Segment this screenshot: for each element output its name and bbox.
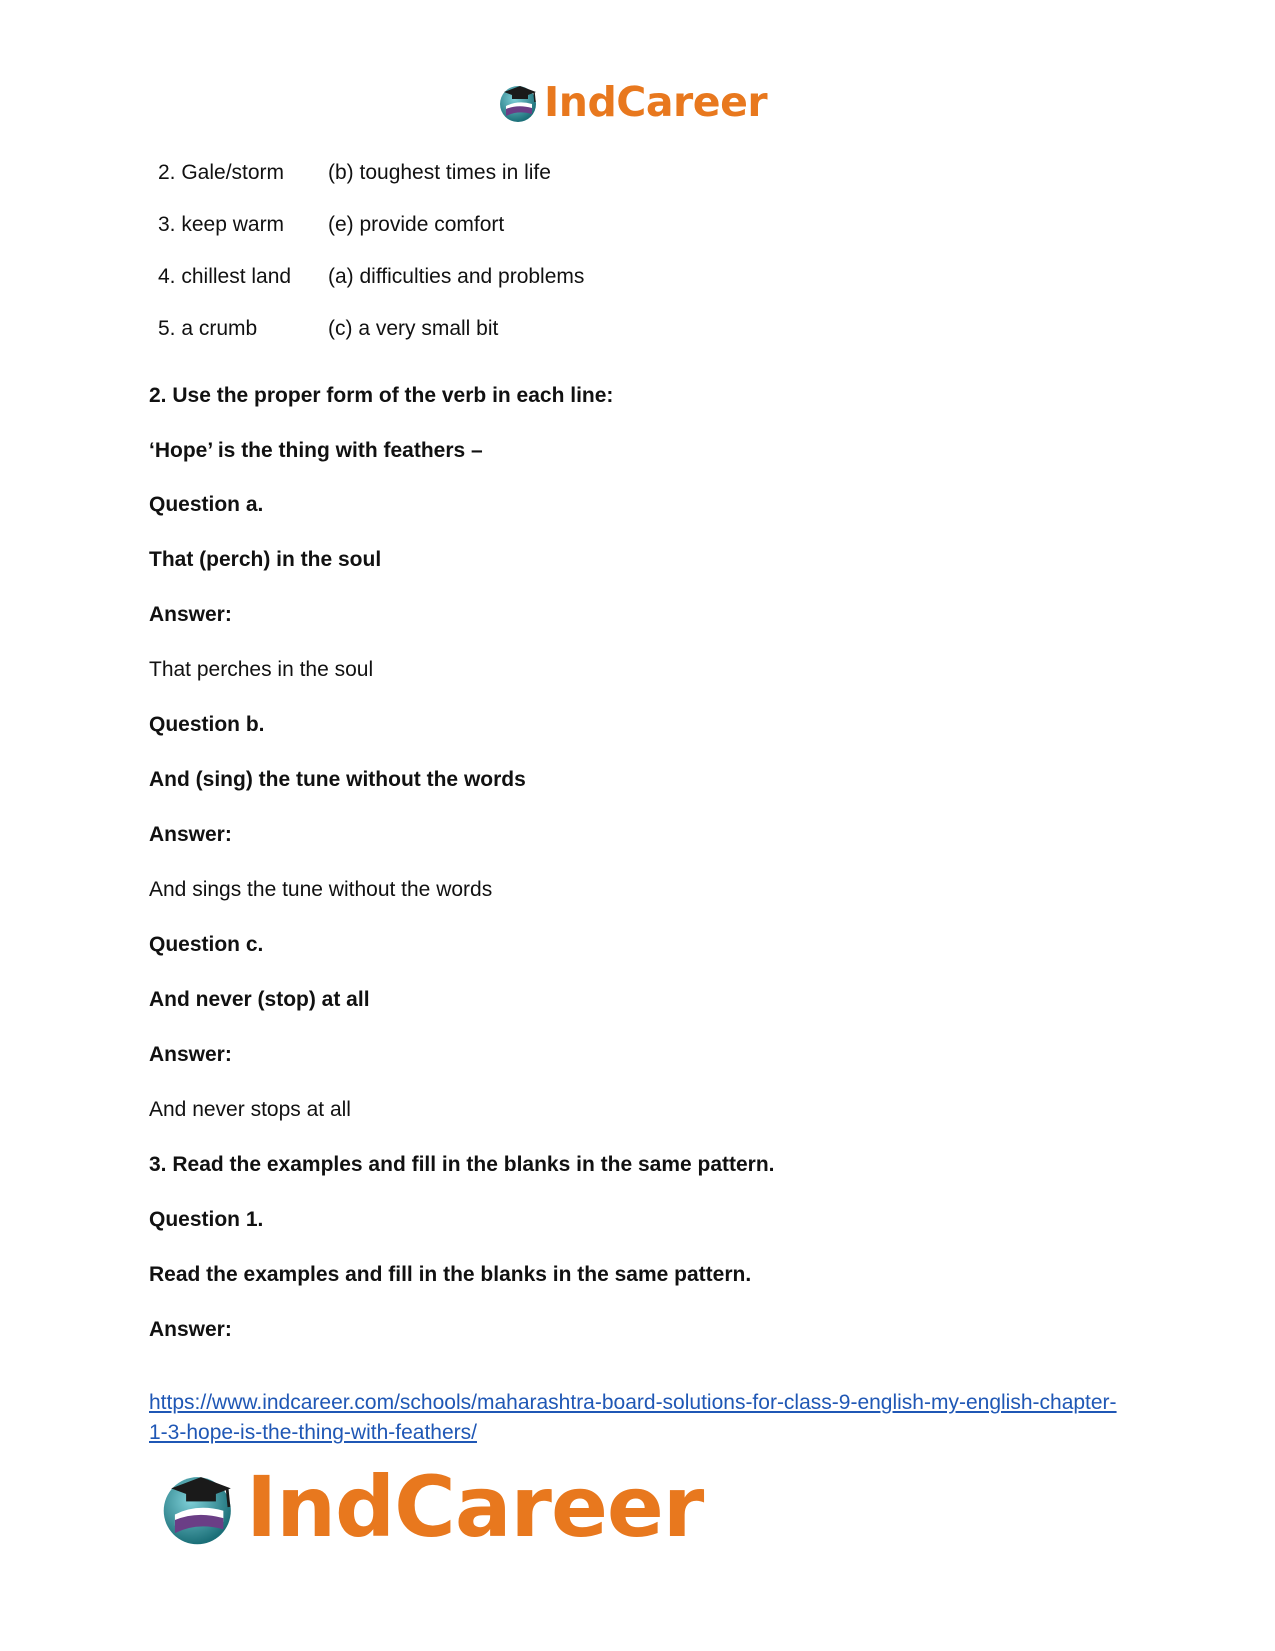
brand-wordmark: IndCareer: [544, 77, 768, 126]
heading-line: Question c.: [149, 933, 264, 956]
match-term: 4. chillest land: [158, 265, 292, 288]
heading-line: Answer:: [149, 1043, 232, 1066]
match-meaning: (c) a very small bit: [328, 317, 499, 340]
heading-line: And (sing) the tune without the words: [149, 768, 526, 791]
graduation-cap-globe-icon: [498, 80, 542, 124]
heading-line: Answer:: [149, 1318, 232, 1341]
heading-line: Question a.: [149, 493, 264, 516]
heading-line: 2. Use the proper form of the verb in each line:: [149, 384, 614, 407]
answer-text: And sings the tune without the words: [149, 878, 493, 901]
match-meaning: (e) provide comfort: [328, 213, 505, 236]
graduation-cap-globe-icon: [160, 1466, 242, 1548]
answer-text: And never stops at all: [149, 1098, 351, 1121]
heading-line: And never (stop) at all: [149, 988, 370, 1011]
heading-line: ‘Hope’ is the thing with feathers –: [149, 439, 483, 462]
match-term: 2. Gale/storm: [158, 161, 285, 184]
heading-line: That (perch) in the soul: [149, 548, 382, 571]
brand-wordmark: IndCareer: [246, 1458, 704, 1556]
heading-line: 3. Read the examples and fill in the blanks in the same pattern.: [149, 1153, 775, 1176]
heading-line: Question 1.: [149, 1208, 264, 1231]
match-term: 3. keep warm: [158, 213, 285, 236]
heading-line: Read the examples and fill in the blanks in the same pattern.: [149, 1263, 752, 1286]
match-meaning: (b) toughest times in life: [328, 161, 551, 184]
heading-line: Answer:: [149, 823, 232, 846]
footer-logo: [160, 1458, 704, 1556]
heading-line: Question b.: [149, 713, 265, 736]
source-link[interactable]: https://www.indcareer.com/schools/maharashtra-board-solutions-for-class-9-english-my-english-chapter-1-3-hope-is-the-thing-with-feathers/: [149, 1391, 1117, 1444]
match-term: 5. a crumb: [158, 317, 258, 340]
header-logo: [498, 78, 767, 126]
match-meaning: (a) difficulties and problems: [328, 265, 585, 288]
heading-line: Answer:: [149, 603, 232, 626]
answer-text: That perches in the soul: [149, 658, 374, 681]
